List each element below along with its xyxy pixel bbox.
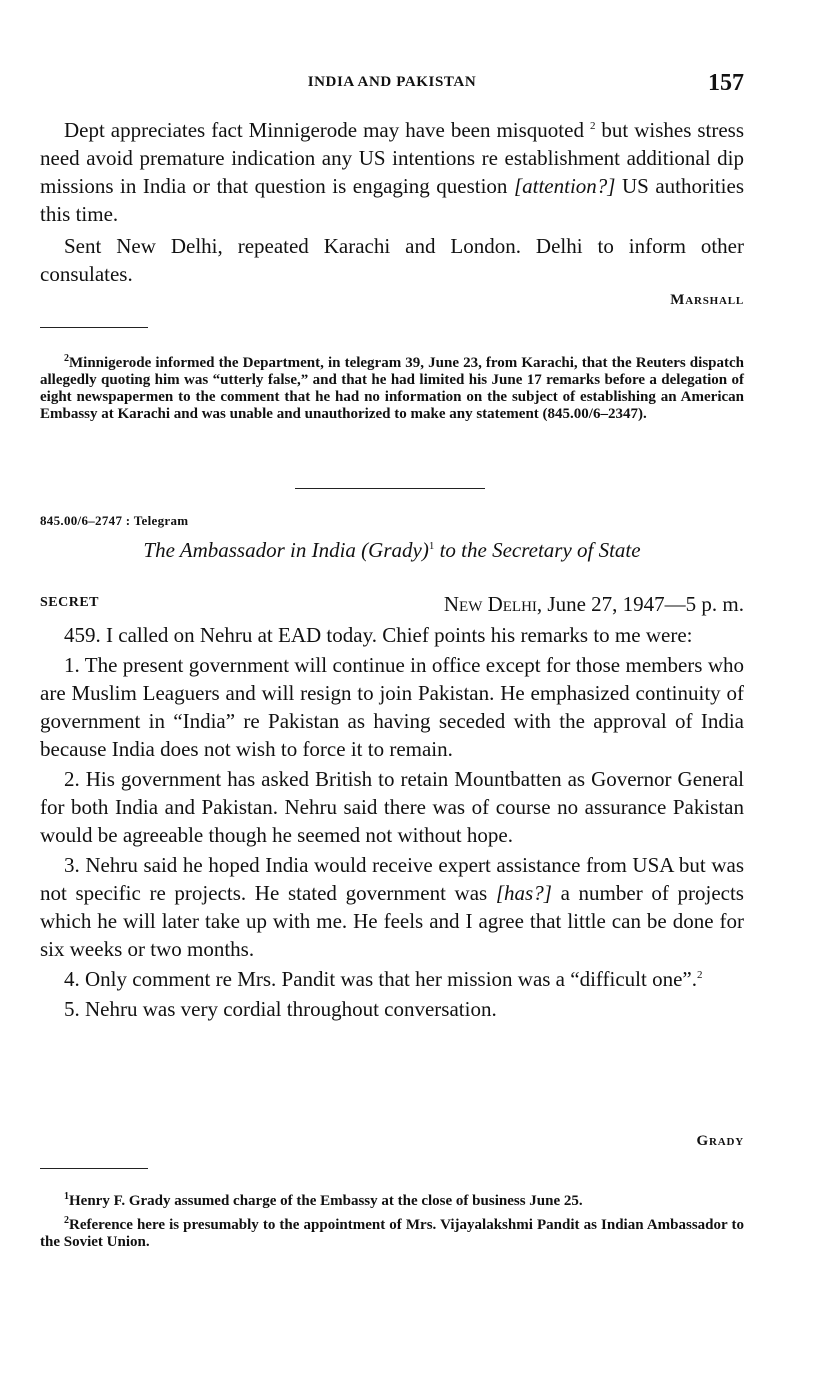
editorial-insertion: [has?] [495, 881, 552, 905]
footnote-2-minnigerode [40, 350, 744, 423]
footnote-divider [40, 1168, 148, 1169]
footnote-reference: 1 [428, 540, 435, 552]
paragraph-text: 4. Only comment re Mrs. Pandit was that her mission was a “difficult one”. [64, 967, 697, 991]
footnote-text: Minnigerode informed the Department, in telegram 39, June 23, from Karachi, that the Reuters dispatch allegedly quoting him was “utterly false,” and that he had limited his June 17 remarks before a delegation of eight newspapermen to the comment that he had no information on the subject of establishing an American Embassy at Karachi and was unable and unauthorized to make any statement (845.00/6–2347). [40, 355, 744, 422]
document-page [40, 0, 744, 1380]
dateline [40, 592, 744, 618]
paragraph-text: but wishes stress need avoid premature indication any US intentions re establishment additional dip missions in India or that question is engaging question [40, 118, 745, 198]
point-2: 2. His government has asked British to retain Mountbatten as Governor General for both India and Pakistan. Nehru said there was of course no assurance Pakistan would be agreeable though he seemed not without hope. [40, 767, 744, 847]
section-divider [295, 488, 485, 489]
footnote-mark: 1 [64, 1191, 69, 1202]
footnote-divider [40, 327, 148, 328]
signature-marshall: Marshall [670, 292, 744, 308]
footnote-text: Reference here is presumably to the appointment of Mrs. Vijayalakshmi Pandit as Indian Ambassador to the Soviet Union. [40, 1217, 744, 1250]
paragraph-text: a number of projects which he will later take up with me. He feels and I agree that little can be done for six weeks or two months. [40, 881, 744, 961]
document-2-body [40, 621, 744, 1025]
signature-grady: Grady [696, 1133, 744, 1149]
document-1-paragraph-2: Sent New Delhi, repeated Karachi and London. Delhi to inform other consulates. [40, 234, 744, 286]
footnote-reference: 2 [589, 120, 596, 132]
footnote-2-pandit [40, 1212, 744, 1251]
document-heading [40, 538, 744, 563]
footnote-mark: 2 [64, 1215, 69, 1226]
running-title: INDIA AND PAKISTAN [307, 74, 477, 90]
document-1-paragraph-1 [40, 116, 744, 228]
intro-paragraph: 459. I called on Nehru at EAD today. Chief points his remarks to me were: [64, 623, 693, 647]
page-number: 157 [708, 70, 744, 96]
date: , June 27, 1947—5 p. m. [536, 592, 744, 616]
point-4 [40, 965, 744, 993]
heading-text: The Ambassador in India (Grady) [143, 538, 429, 562]
document-1-body [40, 116, 744, 290]
footnote-mark: 2 [64, 353, 69, 364]
page-header [40, 70, 744, 100]
footnote-reference: 2 [696, 969, 703, 981]
point-3 [40, 851, 744, 963]
paragraph-text: US authorities this time. [40, 174, 744, 226]
place: New Delhi [443, 592, 537, 616]
footnote-1-grady [40, 1188, 744, 1210]
document-id: 845.00/6–2747 : Telegram [40, 513, 189, 528]
footnote-text: Henry F. Grady assumed charge of the Embassy at the close of business June 25. [69, 1193, 583, 1209]
place-and-date [444, 592, 744, 617]
classification-label: SECRET [40, 595, 100, 610]
footnote-section-2 [40, 1188, 744, 1251]
editorial-insertion: [attention?] [513, 174, 616, 198]
paragraph-text: 3. Nehru said he hoped India would receive expert assistance from USA but was not specific re projects. He stated government was [40, 853, 744, 905]
point-1: 1. The present government will continue in office except for those members who are Muslim Leaguers and will resign to join Pakistan. He emphasized continuity of government in “India” re Pakistan as having seceded with the approval of India because India does not wish to force it to remain. [40, 653, 744, 761]
heading-text: to the Secretary of State [434, 538, 641, 562]
paragraph-text: Dept appreciates fact Minnigerode may have been misquoted [64, 118, 584, 142]
point-5: 5. Nehru was very cordial throughout conversation. [64, 997, 497, 1021]
footnote-section-1 [40, 350, 744, 423]
